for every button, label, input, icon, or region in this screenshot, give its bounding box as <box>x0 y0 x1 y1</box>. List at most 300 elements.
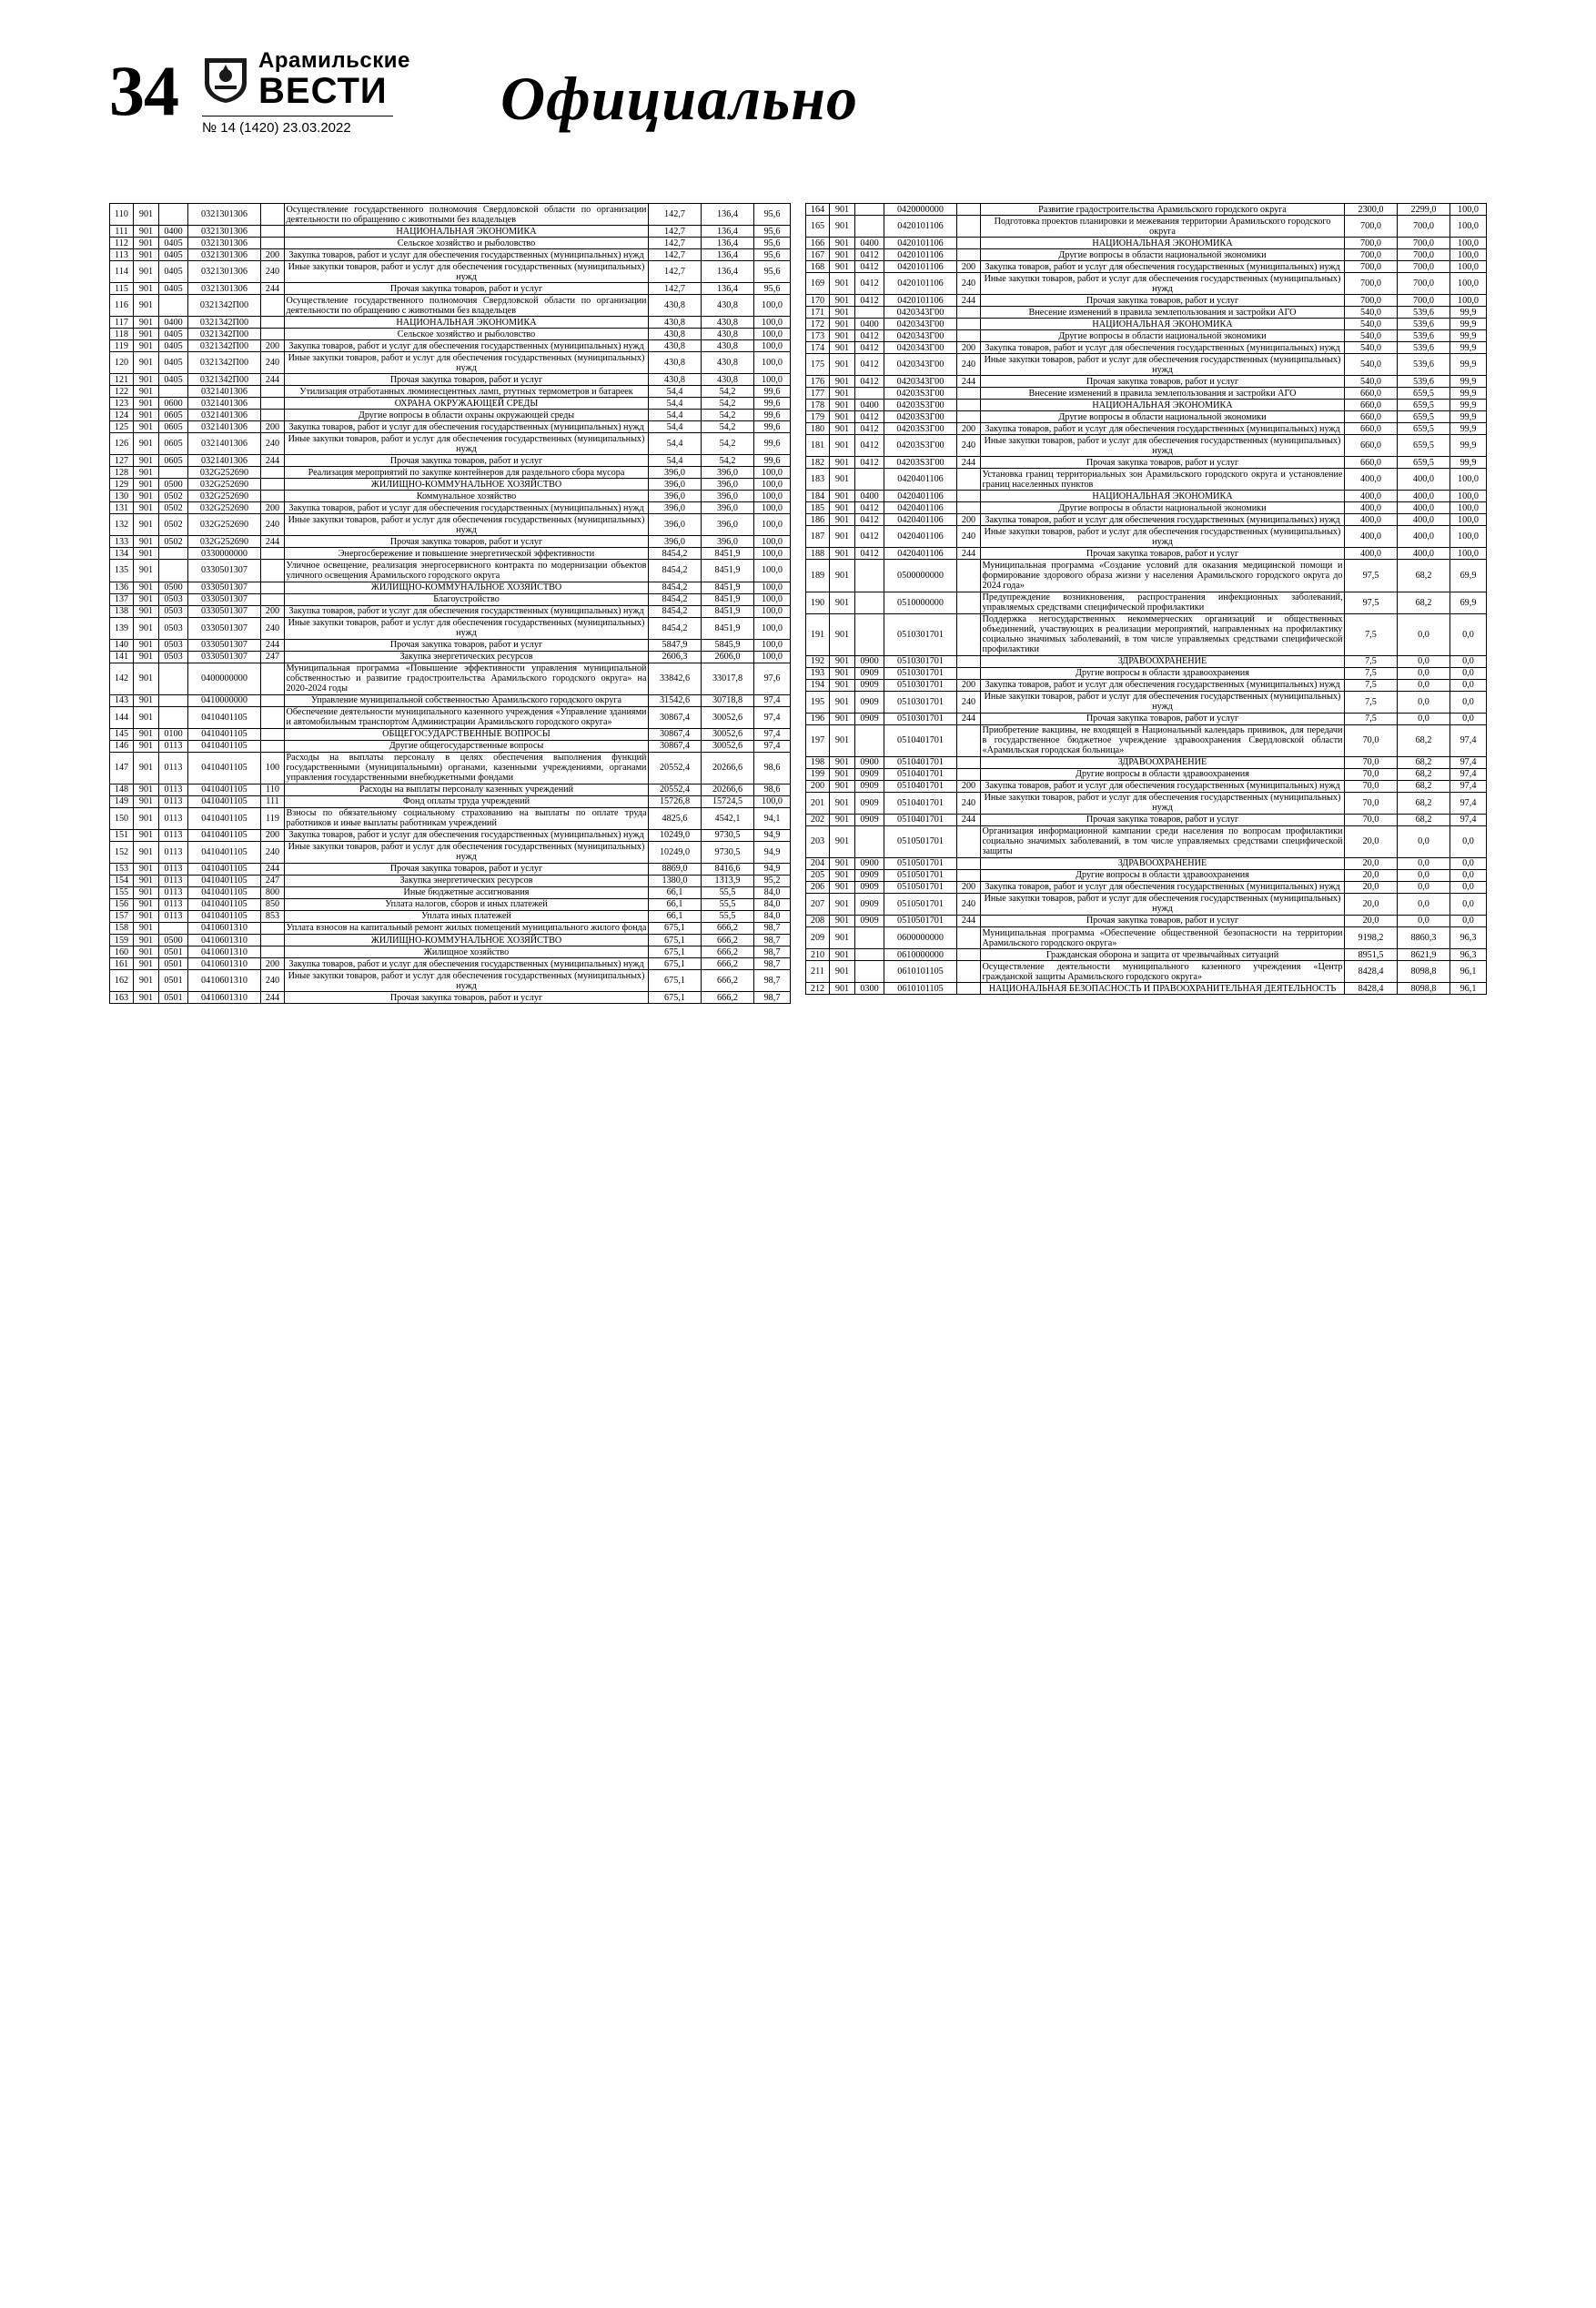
fact-value: 430,8 <box>702 352 754 374</box>
plan-value: 9198,2 <box>1345 927 1398 949</box>
table-row <box>110 807 791 829</box>
target-article-code: 0410401105 <box>188 807 261 829</box>
percent-value: 100,0 <box>754 479 791 491</box>
plan-value: 20,0 <box>1345 893 1398 915</box>
row-number: 129 <box>110 479 134 491</box>
section-subsection-code: 0502 <box>159 514 188 536</box>
section-subsection-code: 0900 <box>855 857 884 869</box>
expense-type-code: 200 <box>957 881 981 893</box>
fact-value: 54,2 <box>702 398 754 410</box>
item-name: Фонд оплаты труда учреждений <box>285 795 649 807</box>
section-subsection-code: 0412 <box>855 411 884 423</box>
table-row <box>110 548 791 560</box>
table-row <box>110 593 791 605</box>
section-subsection-code: 0909 <box>855 780 884 792</box>
table-columns <box>109 203 1487 1004</box>
chief-administrator-code: 901 <box>830 756 855 768</box>
section-subsection-code: 0412 <box>855 376 884 388</box>
fact-value: 9730,5 <box>702 829 754 841</box>
section-subsection-code: 0502 <box>159 491 188 502</box>
fact-value: 396,0 <box>702 467 754 479</box>
row-number: 183 <box>806 469 830 491</box>
chief-administrator-code: 901 <box>134 261 159 283</box>
chief-administrator-code: 901 <box>134 329 159 340</box>
percent-value: 100,0 <box>1450 204 1487 216</box>
expense-type-code: 247 <box>261 651 285 663</box>
percent-value: 97,4 <box>1450 724 1487 756</box>
item-name: Приобретение вакцины, не входящей в Национальный календарь прививок, для передачи в государственное бюджетное учреждение здравоохранения Свердловской области «Арамильская городская больница» <box>982 725 1343 756</box>
expense-type-code: 244 <box>261 639 285 651</box>
fact-value: 400,0 <box>1398 502 1450 514</box>
target-article-code: 0510501701 <box>884 893 957 915</box>
fact-value: 0,0 <box>1398 915 1450 926</box>
section-subsection-code: 0405 <box>159 340 188 352</box>
target-article-code: 0510401701 <box>884 768 957 780</box>
row-number: 170 <box>806 295 830 307</box>
target-article-code: 0410401105 <box>188 784 261 795</box>
row-number: 127 <box>110 455 134 467</box>
target-article-code: 0321342П00 <box>188 352 261 374</box>
item-name: Закупка товаров, работ и услуг для обеспечения государственных (муниципальных) нужд <box>981 881 1345 893</box>
row-number: 200 <box>806 780 830 792</box>
chief-administrator-code: 901 <box>830 548 855 560</box>
expense-type-code <box>957 857 981 869</box>
expense-type-code <box>261 317 285 329</box>
section-subsection-code: 0113 <box>159 795 188 807</box>
target-article-code: 0321401306 <box>188 455 261 467</box>
expense-type-code: 200 <box>261 421 285 433</box>
row-number: 151 <box>110 829 134 841</box>
plan-value: 30867,4 <box>649 740 702 752</box>
target-article-code: 0321401306 <box>188 398 261 410</box>
target-article-code: 032G252690 <box>188 479 261 491</box>
fact-value: 0,0 <box>1398 613 1450 655</box>
fact-value: 8451,9 <box>702 548 754 560</box>
target-article-code: 032G252690 <box>188 514 261 536</box>
chief-administrator-code: 901 <box>830 411 855 423</box>
target-article-code: 0330501307 <box>188 593 261 605</box>
item-name: Закупка товаров, работ и услуг для обеспечения государственных (муниципальных) нужд <box>981 780 1345 792</box>
chief-administrator-code: 901 <box>830 354 855 376</box>
item-name: Иные закупки товаров, работ и услуг для обеспечения государственных (муниципальных) нужд <box>981 526 1345 548</box>
chief-administrator-code: 901 <box>134 946 159 958</box>
percent-value: 100,0 <box>754 617 791 639</box>
plan-value: 396,0 <box>649 491 702 502</box>
expense-type-code <box>261 946 285 958</box>
plan-value: 540,0 <box>1345 342 1398 354</box>
item-name: Закупка товаров, работ и услуг для обеспечения государственных (муниципальных) нужд <box>285 340 649 352</box>
item-name: Прочая закупка товаров, работ и услуг <box>285 992 649 1004</box>
table-row <box>806 319 1487 330</box>
table-row <box>110 946 791 958</box>
table-row <box>806 238 1487 249</box>
fact-value: 0,0 <box>1398 881 1450 893</box>
item-name: Внесение изменений в правила землепользования и застройки АГО <box>981 307 1345 319</box>
fact-value: 68,2 <box>1398 756 1450 768</box>
percent-value: 100,0 <box>754 340 791 352</box>
left-column <box>109 203 791 1004</box>
expense-type-code <box>261 491 285 502</box>
target-article-code: 0330501307 <box>188 639 261 651</box>
target-article-code: 0510501701 <box>884 825 957 857</box>
plan-value: 7,5 <box>1345 679 1398 691</box>
row-number: 166 <box>806 238 830 249</box>
expense-type-code: 800 <box>261 886 285 898</box>
fact-value: 396,0 <box>702 479 754 491</box>
target-article-code: 0420343Г00 <box>884 319 957 330</box>
table-row <box>110 663 791 694</box>
fact-value: 68,2 <box>1398 560 1450 592</box>
item-name: Уплата иных платежей <box>285 910 649 922</box>
row-number: 136 <box>110 582 134 593</box>
row-number: 126 <box>110 433 134 455</box>
chief-administrator-code: 901 <box>134 374 159 386</box>
plan-value: 675,1 <box>649 958 702 970</box>
percent-value: 100,0 <box>1450 216 1487 238</box>
fact-value: 136,4 <box>702 261 754 283</box>
row-number: 128 <box>110 467 134 479</box>
target-article-code: 0600000000 <box>884 927 957 949</box>
item-name: Взносы по обязательному социальному страхованию на выплаты по оплате труда работников и иные выплаты работникам учреждений <box>286 808 647 829</box>
chief-administrator-code: 901 <box>830 893 855 915</box>
table-row <box>110 922 791 934</box>
section-subsection-code: 0909 <box>855 814 884 825</box>
plan-value: 70,0 <box>1345 780 1398 792</box>
table-row <box>806 261 1487 273</box>
item-name: Муниципальная программа «Обеспечение общественной безопасности на территории Арамильского городского округа» <box>982 927 1343 948</box>
chief-administrator-code: 901 <box>830 249 855 261</box>
percent-value: 98,7 <box>754 922 791 934</box>
target-article-code: 0420000000 <box>884 204 957 216</box>
section-subsection-code <box>855 949 884 961</box>
item-name: Закупка товаров, работ и услуг для обеспечения государственных (муниципальных) нужд <box>981 261 1345 273</box>
item-name: Прочая закупка товаров, работ и услуг <box>981 713 1345 724</box>
fact-value: 54,2 <box>702 455 754 467</box>
row-number: 189 <box>806 560 830 592</box>
fact-value: 700,0 <box>1398 295 1450 307</box>
row-number: 175 <box>806 354 830 376</box>
plan-value: 20552,4 <box>649 752 702 784</box>
section-subsection-code <box>159 922 188 934</box>
target-article-code: 0510301701 <box>884 613 957 655</box>
item-name: Прочая закупка товаров, работ и услуг <box>981 457 1345 469</box>
plan-value: 4825,6 <box>649 807 702 829</box>
masthead <box>109 50 1487 187</box>
expense-type-code: 200 <box>261 249 285 261</box>
table-row <box>806 491 1487 502</box>
chief-administrator-code: 901 <box>830 216 855 238</box>
section-subsection-code: 0412 <box>855 342 884 354</box>
item-name: Иные закупки товаров, работ и услуг для обеспечения государственных (муниципальных) нужд <box>981 792 1345 814</box>
target-article-code: 0400000000 <box>188 663 261 694</box>
section-subsection-code: 0113 <box>159 875 188 886</box>
target-article-code: 0410601310 <box>188 992 261 1004</box>
percent-value: 95,2 <box>754 875 791 886</box>
section-subsection-code: 0113 <box>159 886 188 898</box>
section-subsection-code: 0400 <box>855 491 884 502</box>
target-article-code: 0410401105 <box>188 875 261 886</box>
fact-value: 1313,9 <box>702 875 754 886</box>
section-subsection-code: 0405 <box>159 352 188 374</box>
chief-administrator-code: 901 <box>830 869 855 881</box>
chief-administrator-code: 901 <box>134 740 159 752</box>
item-name: Управление муниципальной собственностью Арамильского городского округа <box>285 694 649 706</box>
expense-type-code <box>261 593 285 605</box>
fact-value: 136,4 <box>702 204 754 226</box>
row-number: 134 <box>110 548 134 560</box>
row-number: 187 <box>806 526 830 548</box>
section-subsection-code: 0909 <box>855 691 884 713</box>
table-row <box>806 411 1487 423</box>
expense-type-code <box>957 756 981 768</box>
fact-value: 0,0 <box>1398 679 1450 691</box>
row-number: 147 <box>110 752 134 784</box>
percent-value: 0,0 <box>1450 825 1487 857</box>
row-number: 160 <box>110 946 134 958</box>
percent-value: 97,4 <box>754 740 791 752</box>
target-article-code: 0510301701 <box>884 713 957 724</box>
plan-value: 8454,2 <box>649 548 702 560</box>
plan-value: 7,5 <box>1345 691 1398 713</box>
plan-value: 400,0 <box>1345 491 1398 502</box>
row-number: 198 <box>806 756 830 768</box>
chief-administrator-code: 901 <box>134 784 159 795</box>
plan-value: 540,0 <box>1345 307 1398 319</box>
row-number: 180 <box>806 423 830 435</box>
target-article-code: 0321301306 <box>188 283 261 295</box>
percent-value: 99,9 <box>1450 319 1487 330</box>
item-name: Прочая закупка товаров, работ и услуг <box>981 376 1345 388</box>
fact-value: 33017,8 <box>702 663 754 694</box>
plan-value: 33842,6 <box>649 663 702 694</box>
expense-type-code <box>957 724 981 756</box>
fact-value: 136,4 <box>702 283 754 295</box>
plan-value: 400,0 <box>1345 548 1398 560</box>
percent-value: 97,4 <box>1450 814 1487 825</box>
fact-value: 8860,3 <box>1398 927 1450 949</box>
expense-type-code <box>261 560 285 582</box>
target-article-code: 0410401105 <box>188 706 261 728</box>
item-name: Закупка товаров, работ и услуг для обеспечения государственных (муниципальных) нужд <box>981 423 1345 435</box>
chief-administrator-code: 901 <box>134 593 159 605</box>
section-subsection-code: 0503 <box>159 639 188 651</box>
section-subsection-code: 0113 <box>159 740 188 752</box>
fact-value: 700,0 <box>1398 261 1450 273</box>
table-row <box>110 829 791 841</box>
row-number: 188 <box>806 548 830 560</box>
target-article-code: 0510401701 <box>884 780 957 792</box>
target-article-code: 0321342П00 <box>188 295 261 317</box>
fact-value: 700,0 <box>1398 238 1450 249</box>
section-subsection-code: 0400 <box>855 400 884 411</box>
chief-administrator-code: 901 <box>134 352 159 374</box>
table-row <box>806 273 1487 295</box>
section-subsection-code: 0113 <box>159 752 188 784</box>
expense-type-code <box>957 307 981 319</box>
expense-type-code: 200 <box>957 780 981 792</box>
target-article-code: 0410401105 <box>188 863 261 875</box>
row-number: 181 <box>806 435 830 457</box>
row-number: 191 <box>806 613 830 655</box>
percent-value: 99,6 <box>754 455 791 467</box>
table-row <box>110 560 791 582</box>
item-name: Закупка товаров, работ и услуг для обеспечения государственных (муниципальных) нужд <box>285 421 649 433</box>
row-number: 111 <box>110 226 134 238</box>
target-article-code: 0510401701 <box>884 756 957 768</box>
percent-value: 0,0 <box>1450 713 1487 724</box>
percent-value: 100,0 <box>754 605 791 617</box>
section-subsection-code: 0909 <box>855 792 884 814</box>
target-article-code: 0410000000 <box>188 694 261 706</box>
fact-value: 30052,6 <box>702 728 754 740</box>
table-row <box>110 261 791 283</box>
item-name: Другие вопросы в области здравоохранения <box>981 768 1345 780</box>
plan-value: 660,0 <box>1345 388 1398 400</box>
table-row <box>806 502 1487 514</box>
item-name: Прочая закупка товаров, работ и услуг <box>981 814 1345 825</box>
chief-administrator-code: 901 <box>830 273 855 295</box>
section-subsection-code <box>855 613 884 655</box>
table-row <box>110 536 791 548</box>
section-subsection-code: 0412 <box>855 514 884 526</box>
section-subsection-code: 0503 <box>159 593 188 605</box>
fact-value: 666,2 <box>702 922 754 934</box>
section-subsection-code <box>855 216 884 238</box>
chief-administrator-code: 901 <box>134 970 159 992</box>
section-subsection-code: 0405 <box>159 374 188 386</box>
table-row <box>110 374 791 386</box>
table-row <box>806 295 1487 307</box>
target-article-code: 0420343Г00 <box>884 307 957 319</box>
percent-value: 100,0 <box>1450 548 1487 560</box>
plan-value: 700,0 <box>1345 261 1398 273</box>
table-row <box>806 457 1487 469</box>
expense-type-code <box>261 329 285 340</box>
fact-value: 659,5 <box>1398 400 1450 411</box>
row-number: 150 <box>110 807 134 829</box>
table-row <box>110 455 791 467</box>
item-name: Подготовка проектов планировки и межевания территории Арамильского городского округа <box>981 216 1345 238</box>
row-number: 149 <box>110 795 134 807</box>
fact-value: 0,0 <box>1398 825 1450 857</box>
plan-value: 70,0 <box>1345 724 1398 756</box>
section-subsection-code: 0501 <box>159 992 188 1004</box>
plan-value: 396,0 <box>649 479 702 491</box>
row-number: 193 <box>806 667 830 679</box>
plan-value: 660,0 <box>1345 400 1398 411</box>
percent-value: 100,0 <box>754 651 791 663</box>
fact-value: 539,6 <box>1398 376 1450 388</box>
target-article-code: 0321401306 <box>188 421 261 433</box>
table-row <box>110 582 791 593</box>
percent-value: 0,0 <box>1450 857 1487 869</box>
expense-type-code: 244 <box>957 457 981 469</box>
item-name: Прочая закупка товаров, работ и услуг <box>285 455 649 467</box>
plan-value: 8454,2 <box>649 605 702 617</box>
fact-value: 8451,9 <box>702 605 754 617</box>
item-name: Закупка товаров, работ и услуг для обеспечения государственных (муниципальных) нужд <box>981 514 1345 526</box>
row-number: 120 <box>110 352 134 374</box>
plan-value: 8428,4 <box>1345 983 1398 995</box>
percent-value: 100,0 <box>1450 249 1487 261</box>
chief-administrator-code: 901 <box>134 651 159 663</box>
percent-value: 100,0 <box>754 548 791 560</box>
table-row <box>806 756 1487 768</box>
target-article-code: 0330501307 <box>188 617 261 639</box>
plan-value: 7,5 <box>1345 713 1398 724</box>
chief-administrator-code: 901 <box>830 330 855 342</box>
fact-value: 539,6 <box>1398 354 1450 376</box>
chief-administrator-code: 901 <box>830 457 855 469</box>
table-row <box>806 560 1487 592</box>
item-name: НАЦИОНАЛЬНАЯ ЭКОНОМИКА <box>981 400 1345 411</box>
item-name: Муниципальная программа «Создание условий для оказания медицинской помощи и формирование здорового образа жизни у населения Арамильского городского округа до 2024 года» <box>982 560 1343 592</box>
expense-type-code: 244 <box>261 455 285 467</box>
percent-value: 98,7 <box>754 935 791 946</box>
fact-value: 0,0 <box>1398 893 1450 915</box>
item-name: Муниципальная программа «Повышение эффективности управления муниципальной собственностью и развитие градостроительства Арамильского городского округа» на 2020-2024 годы <box>286 663 647 694</box>
chief-administrator-code: 901 <box>134 295 159 317</box>
expense-type-code: 200 <box>957 342 981 354</box>
target-article-code: 0510501701 <box>884 915 957 926</box>
fact-value: 666,2 <box>702 935 754 946</box>
percent-value: 99,9 <box>1450 423 1487 435</box>
item-name: Закупка товаров, работ и услуг для обеспечения государственных (муниципальных) нужд <box>285 502 649 514</box>
section-subsection-code <box>159 204 188 226</box>
percent-value: 0,0 <box>1450 869 1487 881</box>
expense-type-code: 111 <box>261 795 285 807</box>
target-article-code: 0420401106 <box>884 491 957 502</box>
expense-type-code <box>261 935 285 946</box>
row-number: 145 <box>110 728 134 740</box>
fact-value: 54,2 <box>702 410 754 421</box>
expense-type-code <box>957 655 981 667</box>
target-article-code: 0330000000 <box>188 548 261 560</box>
section-subsection-code: 0502 <box>159 502 188 514</box>
plan-value: 8869,0 <box>649 863 702 875</box>
target-article-code: 0321342П00 <box>188 317 261 329</box>
item-name: Уличное освещение, реализация энергосервисного контракта по модернизации объектов уличного освещения Арамильского городского округа <box>286 560 647 581</box>
row-number: 204 <box>806 857 830 869</box>
chief-administrator-code: 901 <box>134 536 159 548</box>
fact-value: 8451,9 <box>702 560 754 582</box>
row-number: 164 <box>806 204 830 216</box>
expense-type-code <box>261 226 285 238</box>
row-number: 210 <box>806 949 830 961</box>
target-article-code: 032G252690 <box>188 467 261 479</box>
chief-administrator-code: 901 <box>134 467 159 479</box>
table-row <box>110 386 791 398</box>
target-article-code: 0510501701 <box>884 857 957 869</box>
percent-value: 100,0 <box>754 491 791 502</box>
percent-value: 100,0 <box>1450 261 1487 273</box>
item-name: Прочая закупка товаров, работ и услуг <box>981 915 1345 926</box>
plan-value: 66,1 <box>649 910 702 922</box>
fact-value: 666,2 <box>702 958 754 970</box>
table-row <box>806 342 1487 354</box>
item-name: Иные закупки товаров, работ и услуг для обеспечения государственных (муниципальных) нужд <box>285 261 649 283</box>
fact-value: 659,5 <box>1398 388 1450 400</box>
row-number: 176 <box>806 376 830 388</box>
chief-administrator-code: 901 <box>830 667 855 679</box>
chief-administrator-code: 901 <box>830 655 855 667</box>
item-name: Закупка энергетических ресурсов <box>285 651 649 663</box>
row-number: 117 <box>110 317 134 329</box>
fact-value: 68,2 <box>1398 724 1450 756</box>
fact-value: 2606,0 <box>702 651 754 663</box>
percent-value: 99,9 <box>1450 376 1487 388</box>
table-row <box>110 886 791 898</box>
